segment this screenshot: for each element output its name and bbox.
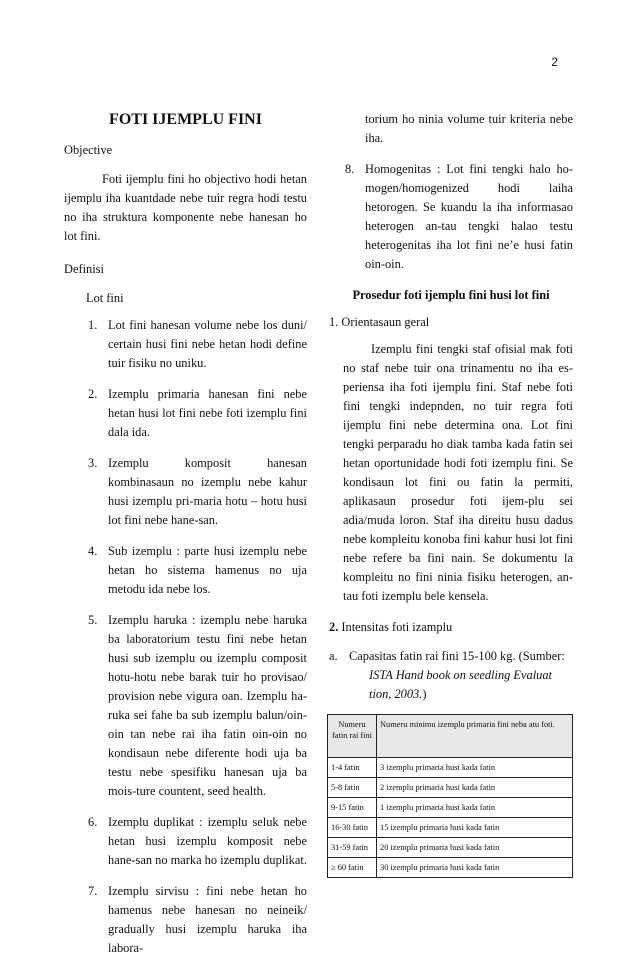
objective-paragraph: Foti ijemplu fini ho objectivo hodi hetan ijemplu iha kuantdade nebe tuir regra hodi testu no iha struktura komponente nebe hanesan ho lot fini. <box>64 172 307 243</box>
right-column <box>329 110 573 878</box>
table-header: Numeru minimu izemplu primaria fini neba atu foti. <box>380 720 555 729</box>
table-cell: 15 izemplu primaria husi kada fatin <box>380 823 500 832</box>
procedure-heading: Prosedur foti ijemplu fini husi lot fini <box>352 288 550 302</box>
item-number: 8. <box>345 162 355 176</box>
continuation-text: torium ho ninia volume tuir kriteria nebe iha. <box>365 112 573 145</box>
table-cell: 16-30 fatin <box>331 823 368 832</box>
definition-item <box>88 882 307 958</box>
definisi-label: Definisi <box>64 262 104 276</box>
definition-item <box>88 454 307 530</box>
definition-item <box>88 611 307 801</box>
table-cell: 31-59 fatin <box>331 843 368 852</box>
table-row <box>328 858 573 878</box>
item-number: 5. <box>88 613 98 627</box>
table-header-row <box>328 715 573 758</box>
table-cell: 2 izemplu primaria husi kada fatin <box>380 783 496 792</box>
item-text: Izemplu primaria hanesan fini nebe hetan husi lot fini nebe foti izemplu fini dala ida. <box>108 387 307 439</box>
section-orientation <box>329 313 573 606</box>
table-cell: 3 izemplu primaria husi kada fatin <box>380 763 496 772</box>
continuation-item <box>345 110 573 148</box>
item-text: Izemplu sirvisu : fini nebe hetan ho hamenus nebe hanesan no neineik/ gradually husi izemplu haruka iha labora- <box>108 884 307 955</box>
item-number: 3. <box>88 456 98 470</box>
table-row <box>328 838 573 858</box>
definition-item <box>88 813 307 870</box>
definition-item <box>88 316 307 373</box>
item-text: Izemplu haruka : izemplu nebe haruka ba laboratorium testu fini nebe hetan husi sub izemplu ou izemplu composit hotu-hotu nebe barak tuir ho provisao/ provision nebe vigura oan. Izemplu ha-ruka sei fahe ba sub izemplu balun/oin-oin tan nebe rai iha fatin oin-oin no kondisaun nebe diferente hodi uja ba testu nebe spesifiku hanesan uja ba mois-ture countent, seed health. <box>108 613 307 798</box>
table-cell: ≥ 60 fatin <box>331 863 364 872</box>
left-column <box>64 110 307 970</box>
item-text: Lot fini hanesan volume nebe los duni/ certain husi fini nebe hetan hodi define tuir fisiku no uniku. <box>108 318 307 370</box>
source-close: ) <box>422 687 427 701</box>
item-number: 6. <box>88 815 98 829</box>
source-citation: ISTA Hand book on seedling Evaluat tion, 2003. <box>369 668 552 701</box>
capacity-item <box>329 647 573 704</box>
definition-item-8 <box>345 160 573 274</box>
lot-fini-label: Lot fini <box>86 291 124 305</box>
table-cell: 5-8 fatin <box>331 783 360 792</box>
item-text: Sub izemplu : parte husi izemplu nebe hetan ho sistema hamenus no uja metodu ida nebe los. <box>108 544 307 596</box>
page-number: 2 <box>551 55 558 69</box>
section-body: Izemplu fini tengki staf ofisial mak foti no staf nebe tuir ona trinamentu no iha es-periensa iha foti ijemplu fini. Staf nebe foti fini tengki indepnden, no tuir regra foti ijemplu fini nebe determina ona. Lot fini tengki perparadu ho diak tamba kada fatin sei hetan oportunidade hodi foti izemplu fini. Se kondisaun lot fini ou fatin la permiti, aplikasaun prosedur foti ijem-plu sei adia/muda loron. Staf iha direitu husu dadus nebe kompleitu konoba fini kahur husi lot fini nebe refere ba fini nain. Se dokumentu la kompleitu no fini ninia fisiku heterogen, an-tau foti izemplu bele kensela. <box>343 342 573 603</box>
table-row <box>328 798 573 818</box>
item-text: Izemplu duplikat : izemplu seluk nebe hetan husi izemplu komposit nebe hane-san no marka ho izemplu duplikat. <box>108 815 307 867</box>
table-cell: 1 izemplu primaria husi kada fatin <box>380 803 496 812</box>
document-title: FOTI IJEMPLU FINI <box>109 111 262 128</box>
item-number: 1. <box>88 318 98 332</box>
item-text: Homogenitas : Lot fini tengki halo ho-mogen/homogenized hodi laiha hetorogen. Se kuandu la iha informasao heterogen an-tau tengki halao testu heterogenitas iha lot fini ne’e husi fatin oin-oin. <box>365 162 573 271</box>
section-title: Intensitas foti izamplu <box>341 620 453 634</box>
definition-list <box>64 316 307 958</box>
item-number: 7. <box>88 884 98 898</box>
definition-item <box>88 542 307 599</box>
item-letter: a. <box>329 649 338 663</box>
table-row <box>328 778 573 798</box>
capacity-text: Capasitas fatin rai fini 15-100 kg. (Sumber: <box>349 649 565 663</box>
objective-label: Objective <box>64 143 113 157</box>
table-cell: 9-15 fatin <box>331 803 364 812</box>
section-intensity <box>329 618 573 637</box>
section-number: 2. <box>329 620 339 634</box>
sampling-table <box>327 714 573 878</box>
table-cell: 30 izemplu primaria husi kada fatin <box>380 863 500 872</box>
table-row <box>328 758 573 778</box>
table-cell: 20 izemplu primaria husi kada fatin <box>380 843 500 852</box>
table-cell: 1-4 fatin <box>331 763 360 772</box>
section-title: Orientasaun geral <box>341 315 430 329</box>
table-header: Numeru fatin rai fini <box>332 720 372 740</box>
item-number: 4. <box>88 544 98 558</box>
definition-item <box>88 385 307 442</box>
item-number: 2. <box>88 387 98 401</box>
item-text: Izemplu komposit hanesan kombinasaun no izemplu nebe kahur husi izemplu pri-maria hotu – hotu husi lot fini nebe hane-san. <box>108 456 307 527</box>
table-row <box>328 818 573 838</box>
section-number: 1. <box>329 315 339 329</box>
